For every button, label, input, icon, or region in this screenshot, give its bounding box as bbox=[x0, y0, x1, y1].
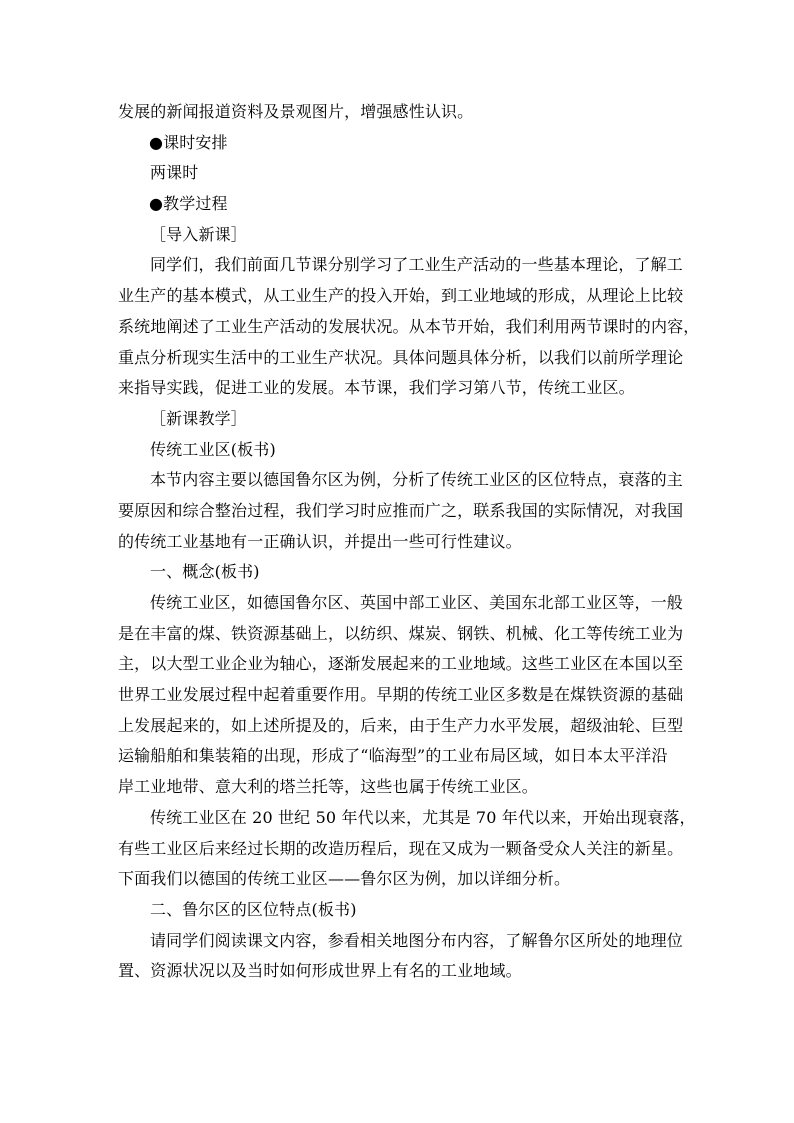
text-line: 请同学们阅读课文内容，参看相关地图分布内容，了解鲁尔区所处的地理位 bbox=[150, 930, 683, 950]
text-line: 岸工业地带、意大利的塔兰托等，这些也属于传统工业区。 bbox=[118, 777, 538, 797]
text-line: ●教学过程 bbox=[149, 194, 228, 214]
text-line: 要原因和综合整治过程，我们学习时应推而广之，联系我国的实际情况，对我国 bbox=[118, 500, 684, 520]
text-line: 主，以大型工业企业为轴心，逐渐发展起来的工业地域。这些工业区在本国以至 bbox=[118, 654, 684, 674]
text-line: 重点分析现实生活中的工业生产状况。具体问题具体分析，以我们以前所学理论 bbox=[118, 347, 684, 367]
text-line: 二、鲁尔区的区位特点(板书) bbox=[150, 899, 357, 919]
text-line: 有些工业区后来经过长期的改造历程后，现在又成为一颗备受众人关注的新星。 bbox=[118, 838, 684, 858]
text-line: 的传统工业基地有一正确认识，并提出一些可行性建议。 bbox=[118, 531, 522, 551]
text-line: 下面我们以德国的传统工业区——鲁尔区为例，加以详细分析。 bbox=[118, 869, 571, 889]
text-line: 发展的新闻报道资料及景观图片，增强感性认识。 bbox=[118, 102, 474, 121]
text-line: 系统地阐述了工业生产活动的发展状况。从本节开始，我们利用两节课时的内容， bbox=[118, 316, 700, 336]
text-line: 世界工业发展过程中起着重要作用。早期的传统工业区多数是在煤铁资源的基础 bbox=[118, 685, 684, 705]
text-line: 置、资源状况以及当时如何形成世界上有名的工业地域。 bbox=[118, 961, 522, 981]
text-line: 传统工业区(板书) bbox=[150, 439, 276, 459]
text-line: 业生产的基本模式，从工业生产的投入开始，到工业地域的形成，从理论上比较 bbox=[118, 286, 684, 306]
text-line: 两课时 bbox=[150, 163, 199, 183]
text-line: 同学们，我们前面几节课分别学习了工业生产活动的一些基本理论，了解工 bbox=[150, 255, 683, 275]
text-line: 来指导实践，促进工业的发展。本节课，我们学习第八节，传统工业区。 bbox=[118, 378, 635, 398]
text-line: 一、概念(板书) bbox=[150, 562, 260, 582]
text-line: 传统工业区在 20 世纪 50 年代以来，尤其是 70 年代以来，开始出现衰落， bbox=[150, 807, 696, 827]
text-line: ［导入新课］ bbox=[150, 224, 247, 244]
text-line: 运输船舶和集装箱的出现，形成了“临海型”的工业布局区域，如日本太平洋沿 bbox=[118, 746, 668, 766]
text-line: 上发展起来的，如上述所提及的，后来，由于生产力水平发展，超级油轮、巨型 bbox=[118, 715, 684, 735]
text-line: 传统工业区，如德国鲁尔区、英国中部工业区、美国东北部工业区等，一般 bbox=[150, 593, 683, 612]
text-line: ［新课教学］ bbox=[150, 408, 247, 428]
text-line: ●课时安排 bbox=[149, 132, 228, 152]
document-body bbox=[118, 97, 700, 987]
text-line: 是在丰富的煤、铁资源基础上，以纺织、煤炭、钢铁、机械、化工等传统工业为 bbox=[118, 623, 684, 643]
text-line: 本节内容主要以德国鲁尔区为例，分析了传统工业区的区位特点，衰落的主 bbox=[150, 470, 683, 490]
